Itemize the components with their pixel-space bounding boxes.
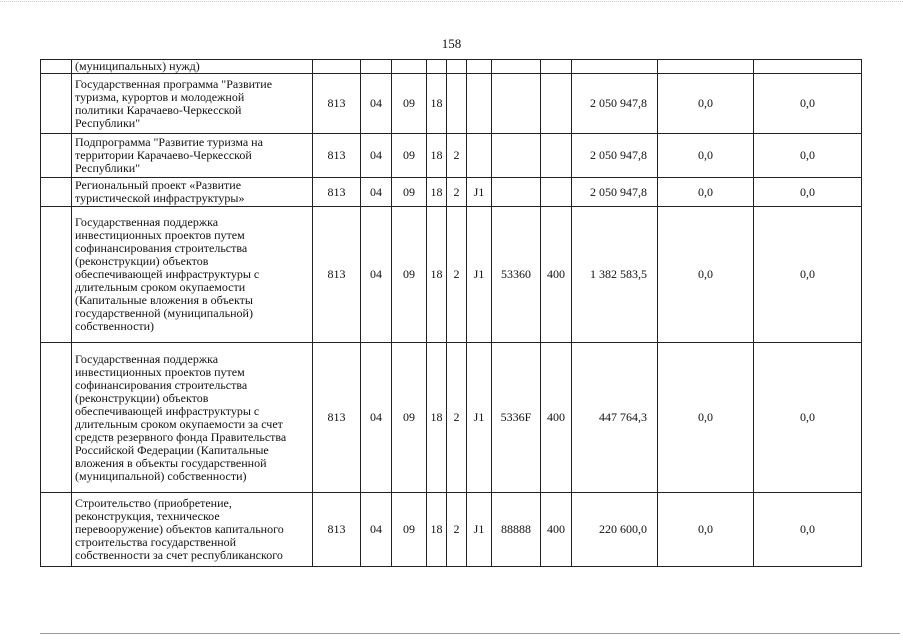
subprogram-code-cell: 2 [447, 134, 467, 178]
project-code-cell: J1 [467, 207, 492, 343]
subsection-code-cell: 09 [392, 207, 427, 343]
amount-year-2-cell: 0,0 [658, 343, 754, 493]
expense-type-cell [541, 178, 572, 207]
item-name-cell: Подпрограмма "Развитие туризма на территории Карачаево-Черкесской Республики" [72, 134, 313, 178]
program-code-cell: 18 [427, 207, 447, 343]
project-code-cell [467, 60, 492, 74]
amount-year-2-cell: 0,0 [658, 178, 754, 207]
program-code-cell: 18 [427, 343, 447, 493]
table-row [41, 207, 862, 343]
row-number-cell [41, 207, 72, 343]
amount-year-3-cell: 0,0 [754, 207, 862, 343]
row-number-cell [41, 74, 72, 134]
section-code-cell: 04 [361, 493, 392, 567]
ministry-code-cell: 813 [313, 74, 361, 134]
expense-type-cell [541, 134, 572, 178]
row-number-cell [41, 493, 72, 567]
expense-type-cell [541, 60, 572, 74]
amount-year-1-cell: 2 050 947,8 [572, 178, 658, 207]
program-code-cell: 18 [427, 74, 447, 134]
amount-year-1-cell: 447 764,3 [572, 343, 658, 493]
subsection-code-cell: 09 [392, 178, 427, 207]
amount-year-3-cell: 0,0 [754, 74, 862, 134]
section-code-cell [361, 60, 392, 74]
item-name-cell: Государственная поддержка инвестиционных проектов путем софинансирования строительства (реконструкции) объектов обеспечивающей инфраструктуры с длительным сроком окупаемости за счет средств резервного фонда Правительства Российской Федерации (Капитальные вложения в объекты государственной (муниципальной) собственности) [72, 343, 313, 493]
expense-type-cell: 400 [541, 493, 572, 567]
ministry-code-cell: 813 [313, 178, 361, 207]
amount-year-1-cell: 2 050 947,8 [572, 74, 658, 134]
table-row [41, 134, 862, 178]
direction-code-cell: 88888 [492, 493, 541, 567]
section-code-cell: 04 [361, 178, 392, 207]
row-number-cell [41, 343, 72, 493]
subsection-code-cell: 09 [392, 134, 427, 178]
subsection-code-cell [392, 60, 427, 74]
row-number-cell [41, 134, 72, 178]
item-name-cell: (муниципальных) нужд) [72, 60, 313, 74]
table-row [41, 343, 862, 493]
item-name-cell: Строительство (приобретение, реконструкция, техническое перевооружение) объектов капитального строительства государственной собственности за счет республиканского [72, 493, 313, 567]
scan-top-edge [0, 1, 903, 2]
subprogram-code-cell: 2 [447, 343, 467, 493]
direction-code-cell [492, 178, 541, 207]
program-code-cell [427, 60, 447, 74]
direction-code-cell: 5336F [492, 343, 541, 493]
subprogram-code-cell: 2 [447, 178, 467, 207]
row-number-cell [41, 178, 72, 207]
subsection-code-cell: 09 [392, 74, 427, 134]
section-code-cell: 04 [361, 343, 392, 493]
subprogram-code-cell: 2 [447, 493, 467, 567]
direction-code-cell [492, 74, 541, 134]
project-code-cell [467, 74, 492, 134]
amount-year-2-cell: 0,0 [658, 207, 754, 343]
amount-year-2-cell: 0,0 [658, 74, 754, 134]
table-body [41, 60, 862, 567]
row-number-cell [41, 60, 72, 74]
direction-code-cell: 53360 [492, 207, 541, 343]
amount-year-1-cell: 220 600,0 [572, 493, 658, 567]
section-code-cell: 04 [361, 74, 392, 134]
item-name-cell: Государственная программа "Развитие туризма, курортов и молодежной политики Карачаево-Черкесской Республики" [72, 74, 313, 134]
ministry-code-cell: 813 [313, 343, 361, 493]
table-row [41, 60, 862, 74]
section-code-cell: 04 [361, 134, 392, 178]
item-name-cell: Государственная поддержка инвестиционных проектов путем софинансирования строительства (реконструкции) объектов обеспечивающей инфраструктуры с длительным сроком окупаемости (Капитальные вложения в объекты государственной (муниципальной) собственности) [72, 207, 313, 343]
table-row [41, 493, 862, 567]
direction-code-cell [492, 134, 541, 178]
project-code-cell [467, 134, 492, 178]
amount-year-2-cell: 0,0 [658, 493, 754, 567]
amount-year-2-cell [658, 60, 754, 74]
project-code-cell: J1 [467, 178, 492, 207]
amount-year-3-cell: 0,0 [754, 134, 862, 178]
item-name-cell: Региональный проект «Развитие туристической инфраструктуры» [72, 178, 313, 207]
project-code-cell: J1 [467, 493, 492, 567]
page-number: 158 [441, 36, 462, 51]
table-row [41, 178, 862, 207]
amount-year-1-cell: 2 050 947,8 [572, 134, 658, 178]
amount-year-3-cell: 0,0 [754, 178, 862, 207]
amount-year-3-cell [754, 60, 862, 74]
amount-year-2-cell: 0,0 [658, 134, 754, 178]
amount-year-1-cell [572, 60, 658, 74]
amount-year-3-cell: 0,0 [754, 343, 862, 493]
program-code-cell: 18 [427, 493, 447, 567]
program-code-cell: 18 [427, 134, 447, 178]
project-code-cell: J1 [467, 343, 492, 493]
amount-year-3-cell: 0,0 [754, 493, 862, 567]
subsection-code-cell: 09 [392, 493, 427, 567]
subprogram-code-cell: 2 [447, 207, 467, 343]
amount-year-1-cell: 1 382 583,5 [572, 207, 658, 343]
expense-type-cell: 400 [541, 207, 572, 343]
subsection-code-cell: 09 [392, 343, 427, 493]
direction-code-cell [492, 60, 541, 74]
expense-type-cell [541, 74, 572, 134]
subprogram-code-cell [447, 60, 467, 74]
subprogram-code-cell [447, 74, 467, 134]
table-row [41, 74, 862, 134]
ministry-code-cell: 813 [313, 134, 361, 178]
ministry-code-cell [313, 60, 361, 74]
scan-bottom-edge [40, 633, 900, 634]
expense-type-cell: 400 [541, 343, 572, 493]
budget-table [40, 59, 862, 567]
program-code-cell: 18 [427, 178, 447, 207]
ministry-code-cell: 813 [313, 493, 361, 567]
section-code-cell: 04 [361, 207, 392, 343]
ministry-code-cell: 813 [313, 207, 361, 343]
